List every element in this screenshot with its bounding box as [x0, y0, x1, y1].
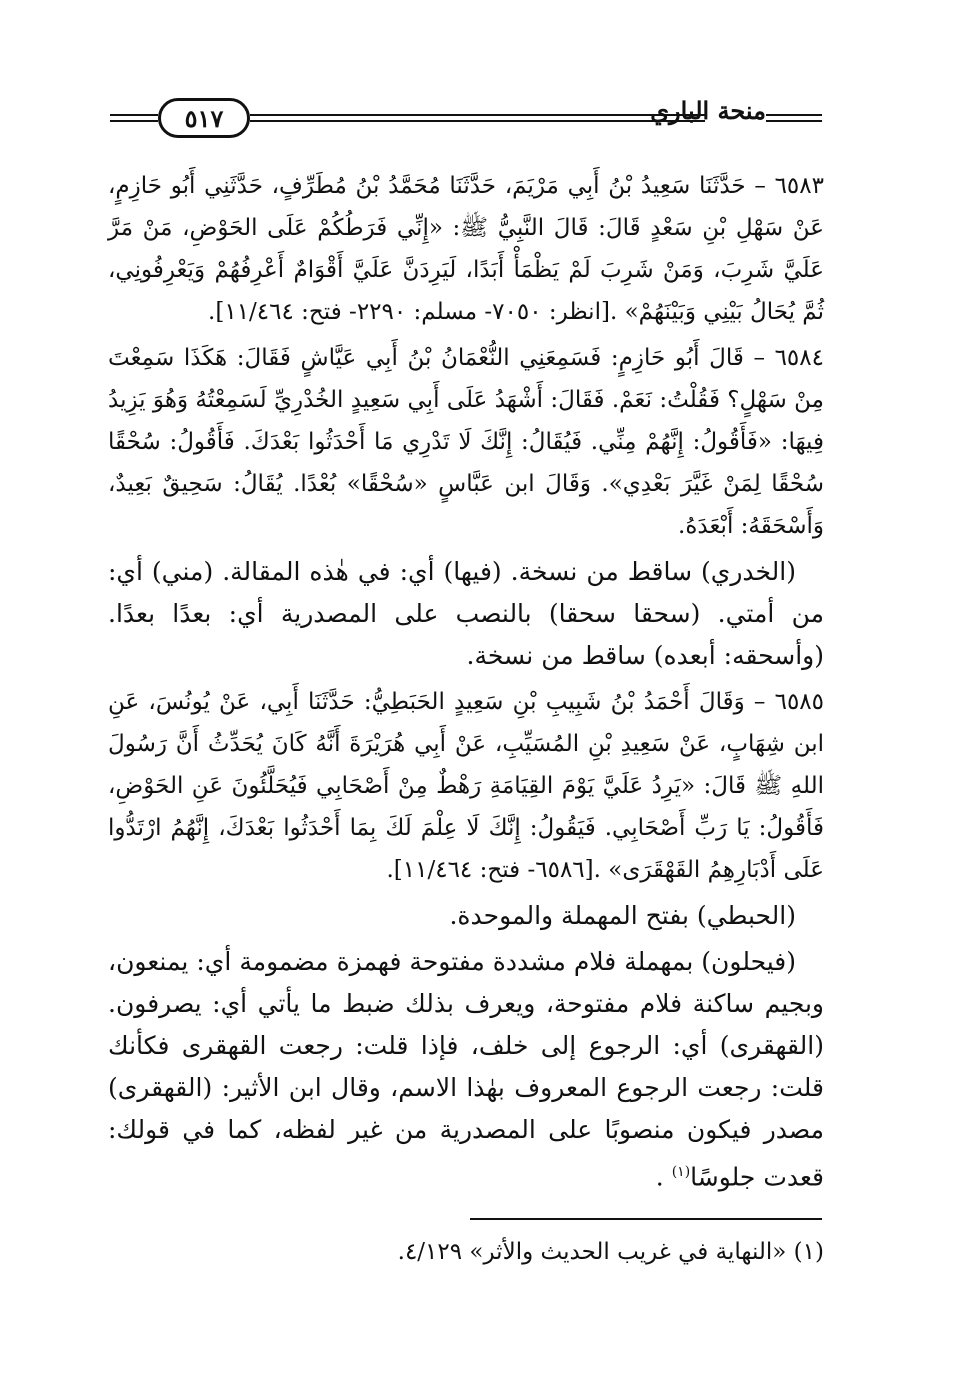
hadith-number: ٦٥٨٤: [774, 345, 824, 371]
commentary-text: (الحبطي) بفتح المهملة والموحدة.: [449, 901, 796, 930]
hadith-number: ٦٥٨٣: [774, 173, 824, 199]
header-rule: [250, 120, 705, 122]
header-rule: [110, 114, 158, 116]
page-number: ٥١٧: [184, 103, 224, 133]
footnote: [108, 1232, 824, 1272]
header-rule: [766, 114, 822, 116]
commentary-tail: .: [655, 1162, 672, 1192]
hadith-text: – وَقَالَ أَحْمَدُ بْنُ شَبِيبِ بْنِ سَعِيدٍ الحَبَطِيُّ: حَدَّثَنَا أَبِي، عَنْ يُونُسَ، عَنِ ابن شِهَابٍ، عَنْ سَعِيدِ بْنِ المُسَيِّبِ، عَنْ أَبِي هُرَيْرَةَ أَنَّهُ كَانَ يُحَدِّثُ أَنَّ رَسُولَ اللهِ ﷺ قَالَ: «يَرِدُ عَلَيَّ يَوْمَ القِيَامَةِ رَهْطٌ مِنْ أَصْحَابِي فَيُحَلَّئُونَ عَنِ الحَوْضِ، فَأَقُولُ: يَا رَبِّ أَصْحَابِي. فَيَقُولُ: إِنَّكَ لَا عِلْمَ لَكَ بِمَا أَحْدَثُوا بَعْدَكَ، إِنَّهُمُ ارْتَدُّوا عَلَى أَدْبَارِهِمُ القَهْقَرَى» .[٦٥٨٦- فتح: ١١/٤٦٤].: [108, 689, 824, 883]
header-rule: [766, 120, 822, 122]
page-header: [110, 92, 822, 142]
page-content: [108, 165, 824, 1202]
hadith-text: – قَالَ أَبُو حَازِمٍ: فَسَمِعَنِي النُّعْمَانُ بْنُ أَبِي عَيَّاشٍ فَقَالَ: هَكَذَا سَمِعْتَ مِنْ سَهْلٍ؟ فَقُلْتُ: نَعَمْ. فَقَالَ: أَشْهَدُ عَلَى أَبِي سَعِيدٍ الخُدْرِيِّ لَسَمِعْتُهُ وَهُوَ يَزِيدُ فِيهَا: «فَأَقُولُ: إِنَّهُمْ مِنِّي. فَيُقَالُ: إِنَّكَ لَا تَدْرِي مَا أَحْدَثُوا بَعْدَكَ. فَأَقُولُ: سُحْقًا سُحْقًا لِمَنْ غَيَّرَ بَعْدِي». وَقَالَ ابن عَبَّاسٍ «سُحْقًا» بُعْدًا. يُقَالُ: سَحِيقٌ بَعِيدٌ، وَأَسْحَقَهُ: أَبْعَدَهُ.: [108, 345, 824, 539]
footnote-text: (١) «النهاية في غريب الحديث والأثر» ٤/١٢٩.: [397, 1239, 824, 1265]
hadith-number: ٦٥٨٥: [774, 689, 825, 715]
footnote-reference[interactable]: (١): [671, 1164, 691, 1180]
hadith-paragraph: [108, 337, 824, 547]
running-title: منحة الباري: [650, 96, 766, 125]
header-rule: [110, 120, 158, 122]
commentary-text: (فيحلون) بمهملة فلام مشددة مفتوحة فهمزة مضمومة أي: يمنعون، وبجيم ساكنة فلام مفتوحة، ويعرف بذلك ضبط ما يأتي أي: يصرفون. (القهقرى) أي: الرجوع إلى خلف، فإذا قلت: رجعت القهقرى فكأنك قلت: رجعت الرجوع المعروف بهٰذا الاسم، وقال ابن الأثير: (القهقرى) مصدر فيكون منصوبًا على المصدرية من غير لفظه، كما في قولك: قعدت جلوسًا: [108, 947, 824, 1192]
commentary-paragraph: [108, 551, 824, 677]
hadith-paragraph: [108, 681, 824, 891]
commentary-paragraph: [108, 941, 824, 1198]
commentary-text: (الخدري) ساقط من نسخة. (فيها) أي: في هٰذه المقالة. (مني) أي: من أمتي. (سحقا سحقا) بالنصب على المصدرية أي: بعدًا بعدًا. (وأسحقه: أبعده) ساقط من نسخة.: [108, 557, 824, 670]
commentary-paragraph: [108, 895, 824, 937]
page-number-badge: [158, 98, 250, 138]
hadith-text: – حَدَّثَنَا سَعِيدُ بْنُ أَبِي مَرْيَمَ، حَدَّثَنَا مُحَمَّدُ بْنُ مُطَرِّفٍ، حَدَّثَنِي أَبُو حَازِمٍ، عَنْ سَهْلِ بْنِ سَعْدٍ قَالَ: قَالَ النَّبِيُّ ﷺ: «إِنِّي فَرَطُكُمْ عَلَى الحَوْضِ، مَنْ مَرَّ عَلَيَّ شَرِبَ، وَمَنْ شَرِبَ لَمْ يَظْمَأْ أَبَدًا، لَيَرِدَنَّ عَلَيَّ أَقْوَامٌ أَعْرِفُهُمْ وَيَعْرِفُونِي، ثُمَّ يُحَالُ بَيْنِي وَبَيْنَهُمْ» .[انظر: ٧٠٥٠- مسلم: ٢٢٩٠- فتح: ١١/٤٦٤].: [108, 173, 824, 325]
hadith-paragraph: [108, 165, 824, 333]
header-rule: [250, 114, 705, 116]
footnote-rule: [470, 1218, 822, 1220]
